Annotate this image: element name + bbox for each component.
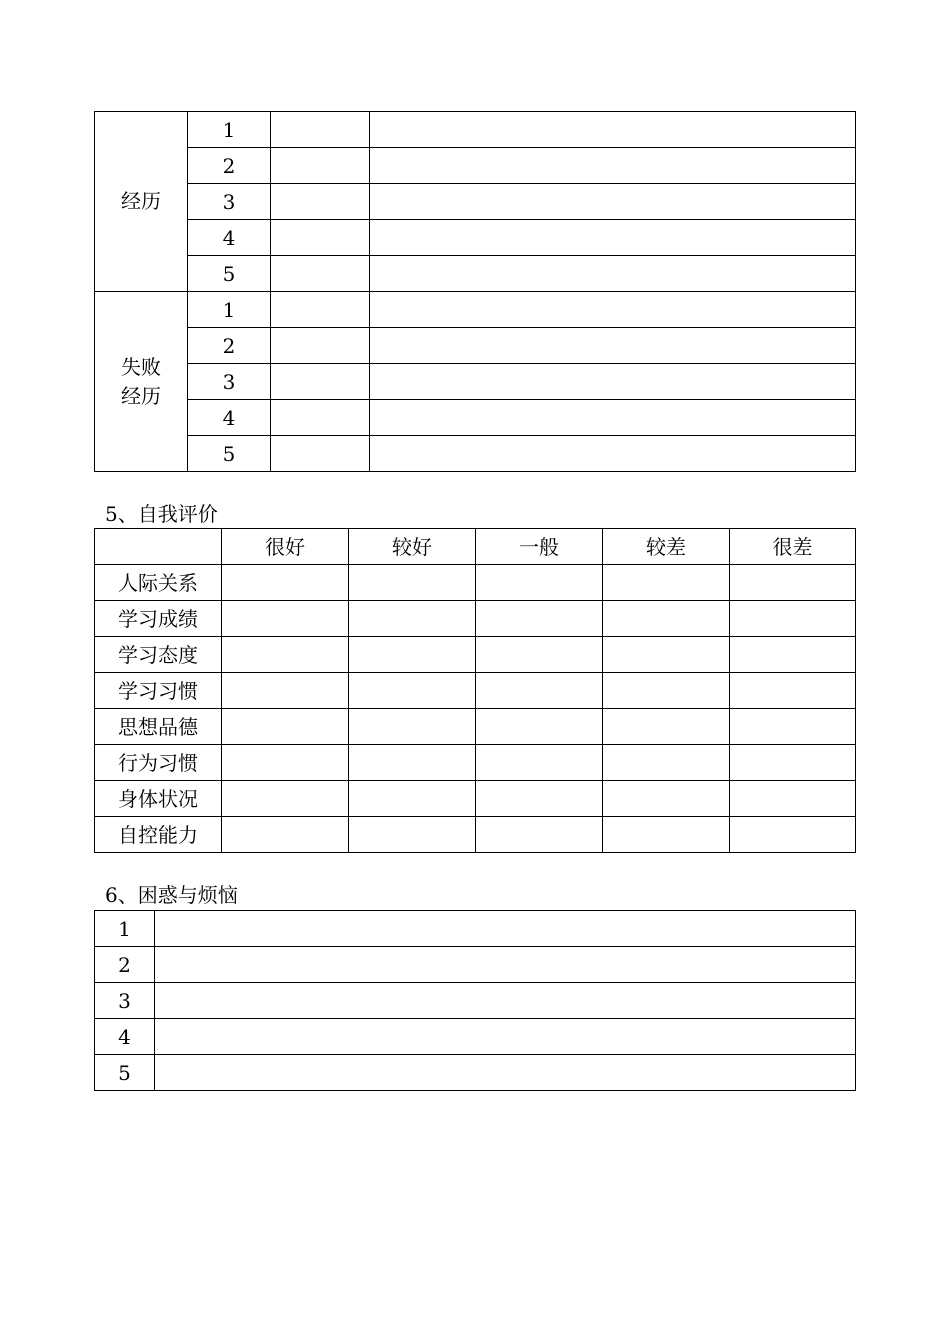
row-header: 身体状况 — [95, 781, 222, 817]
table-row — [95, 436, 856, 472]
table-row — [95, 745, 856, 781]
section-heading-self-evaluation: 5、自我评价 — [105, 502, 218, 526]
entry-cell[interactable] — [370, 220, 856, 256]
rating-cell[interactable] — [476, 745, 603, 781]
rating-cell[interactable] — [730, 709, 856, 745]
group-label-failure-experience — [95, 292, 188, 472]
column-header: 很好 — [222, 529, 349, 565]
rating-cell[interactable] — [222, 817, 349, 853]
row-number: 4 — [188, 220, 271, 256]
rating-cell[interactable] — [603, 745, 730, 781]
entry-cell[interactable] — [370, 364, 856, 400]
entry-cell[interactable] — [370, 328, 856, 364]
entry-cell[interactable] — [155, 983, 856, 1019]
group-label-line: 经历 — [121, 383, 161, 408]
rating-cell[interactable] — [222, 565, 349, 601]
row-number: 3 — [188, 364, 271, 400]
rating-cell[interactable] — [222, 601, 349, 637]
rating-cell[interactable] — [349, 817, 476, 853]
row-number: 5 — [95, 1055, 155, 1091]
table-row — [95, 565, 856, 601]
rating-cell[interactable] — [730, 637, 856, 673]
rating-cell[interactable] — [603, 565, 730, 601]
row-number: 1 — [188, 292, 271, 328]
column-header: 很差 — [730, 529, 856, 565]
rating-cell[interactable] — [730, 781, 856, 817]
table-row — [95, 220, 856, 256]
row-number: 4 — [188, 400, 271, 436]
rating-cell[interactable] — [476, 781, 603, 817]
table-row — [95, 256, 856, 292]
rating-cell[interactable] — [476, 637, 603, 673]
rating-cell[interactable] — [349, 673, 476, 709]
entry-cell[interactable] — [271, 364, 370, 400]
table-row — [95, 328, 856, 364]
row-number: 3 — [95, 983, 155, 1019]
row-number: 1 — [188, 112, 271, 148]
rating-cell[interactable] — [349, 745, 476, 781]
table-row — [95, 983, 856, 1019]
troubles-table — [94, 910, 856, 1091]
group-label-line: 失败 — [121, 354, 161, 379]
rating-cell[interactable] — [349, 565, 476, 601]
table-row — [95, 601, 856, 637]
entry-cell[interactable] — [370, 148, 856, 184]
table-row — [95, 947, 856, 983]
entry-cell[interactable] — [370, 184, 856, 220]
entry-cell[interactable] — [271, 328, 370, 364]
table-row — [95, 184, 856, 220]
rating-cell[interactable] — [603, 637, 730, 673]
table-row — [95, 292, 856, 328]
table-row — [95, 364, 856, 400]
entry-cell[interactable] — [271, 292, 370, 328]
rating-cell[interactable] — [476, 673, 603, 709]
rating-cell[interactable] — [603, 817, 730, 853]
row-header: 自控能力 — [95, 817, 222, 853]
experience-table — [94, 111, 856, 472]
entry-cell[interactable] — [271, 256, 370, 292]
row-header: 思想品德 — [95, 709, 222, 745]
row-number: 1 — [95, 911, 155, 947]
table-row — [95, 781, 856, 817]
entry-cell[interactable] — [271, 400, 370, 436]
column-header: 较好 — [349, 529, 476, 565]
table-row — [95, 911, 856, 947]
entry-cell[interactable] — [370, 256, 856, 292]
row-number: 2 — [95, 947, 155, 983]
rating-cell[interactable] — [222, 745, 349, 781]
table-row — [95, 709, 856, 745]
rating-cell[interactable] — [603, 781, 730, 817]
row-number: 4 — [95, 1019, 155, 1055]
header-row — [95, 529, 856, 565]
row-header: 学习习惯 — [95, 673, 222, 709]
rating-cell[interactable] — [730, 745, 856, 781]
table-row — [95, 400, 856, 436]
entry-cell[interactable] — [271, 112, 370, 148]
entry-cell[interactable] — [370, 112, 856, 148]
rating-cell[interactable] — [222, 637, 349, 673]
rating-cell[interactable] — [476, 709, 603, 745]
rating-cell[interactable] — [349, 781, 476, 817]
rating-cell[interactable] — [730, 565, 856, 601]
table-row — [95, 1019, 856, 1055]
rating-cell[interactable] — [476, 817, 603, 853]
rating-cell[interactable] — [730, 601, 856, 637]
entry-cell[interactable] — [155, 911, 856, 947]
rating-cell[interactable] — [222, 781, 349, 817]
rating-cell[interactable] — [222, 709, 349, 745]
rating-cell[interactable] — [476, 565, 603, 601]
table-row — [95, 673, 856, 709]
entry-cell[interactable] — [271, 220, 370, 256]
table-row — [95, 1055, 856, 1091]
row-header: 行为习惯 — [95, 745, 222, 781]
row-number: 2 — [188, 148, 271, 184]
rating-cell[interactable] — [603, 601, 730, 637]
row-header: 学习态度 — [95, 637, 222, 673]
row-header: 人际关系 — [95, 565, 222, 601]
rating-cell[interactable] — [476, 601, 603, 637]
entry-cell[interactable] — [370, 400, 856, 436]
group-label-line: 经历 — [121, 189, 161, 213]
table-row — [95, 112, 856, 148]
row-number: 5 — [188, 256, 271, 292]
corner-cell — [95, 529, 222, 565]
row-number: 3 — [188, 184, 271, 220]
entry-cell[interactable] — [155, 1055, 856, 1091]
entry-cell[interactable] — [155, 947, 856, 983]
rating-cell[interactable] — [349, 601, 476, 637]
entry-cell[interactable] — [155, 1019, 856, 1055]
entry-cell[interactable] — [271, 184, 370, 220]
rating-cell[interactable] — [603, 709, 730, 745]
rating-cell[interactable] — [349, 637, 476, 673]
rating-cell[interactable] — [222, 673, 349, 709]
entry-cell[interactable] — [271, 436, 370, 472]
row-number: 2 — [188, 328, 271, 364]
column-header: 一般 — [476, 529, 603, 565]
table-row — [95, 817, 856, 853]
rating-cell[interactable] — [730, 817, 856, 853]
section-heading-troubles: 6、困惑与烦恼 — [105, 883, 238, 907]
entry-cell[interactable] — [370, 292, 856, 328]
entry-cell[interactable] — [370, 436, 856, 472]
group-label-experience — [95, 112, 188, 292]
table-row — [95, 148, 856, 184]
table-row — [95, 637, 856, 673]
entry-cell[interactable] — [271, 148, 370, 184]
rating-cell[interactable] — [349, 709, 476, 745]
row-header: 学习成绩 — [95, 601, 222, 637]
column-header: 较差 — [603, 529, 730, 565]
row-number: 5 — [188, 436, 271, 472]
rating-cell[interactable] — [603, 673, 730, 709]
rating-cell[interactable] — [730, 673, 856, 709]
self-evaluation-table — [94, 528, 856, 853]
